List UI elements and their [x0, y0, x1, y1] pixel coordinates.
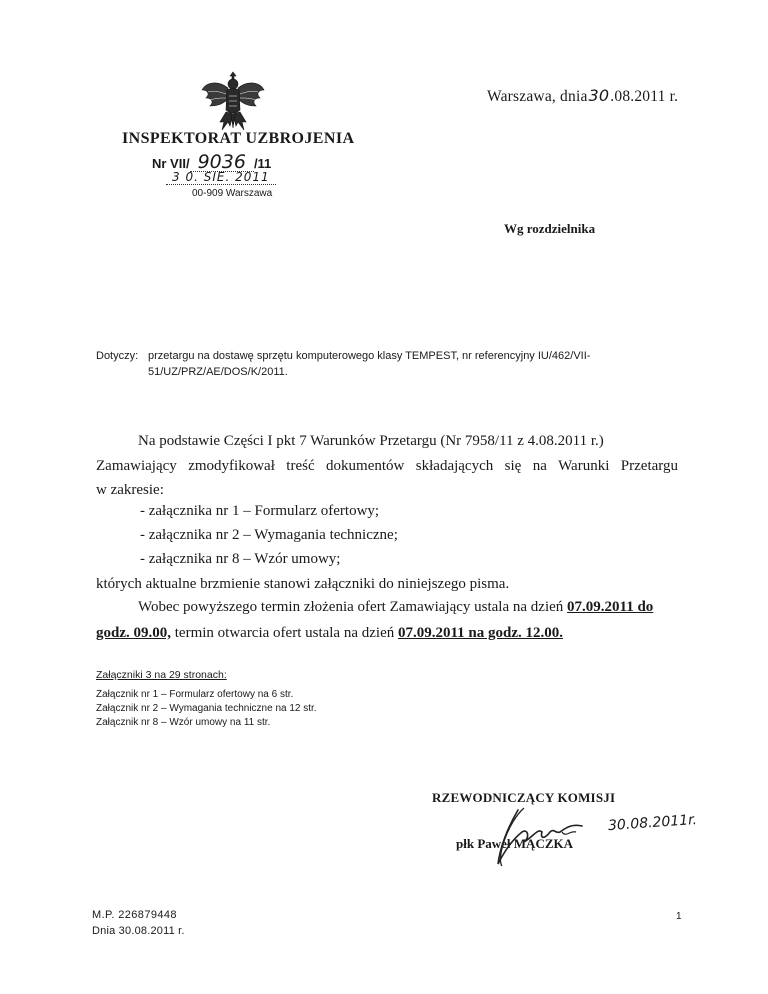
- subject: [96, 348, 682, 380]
- letter-date: [487, 86, 678, 106]
- subject-label: Dotyczy:: [96, 350, 139, 362]
- chairman-title: RZEWODNICZĄCY KOMISJI: [432, 790, 616, 805]
- attachment-item: Załącznik nr 1 – Formularz ofertowy na 6 str.: [96, 689, 294, 700]
- attachment-item: Załącznik nr 2 – Wymagania techniczne na 12 str.: [96, 703, 317, 714]
- body-paragraph-1-line-3: w zakresie:: [96, 482, 164, 498]
- deadline-date: 07.09.2011 do: [567, 599, 654, 615]
- opening-date: 07.09.2011 na godz. 12.00.: [398, 625, 564, 641]
- bullet-item: - załącznika nr 2 – Wymagania techniczne;: [140, 527, 398, 543]
- ref-number-handwritten: 9036: [190, 156, 254, 172]
- attachments-heading: Załączniki 3 na 29 stronach:: [96, 669, 227, 681]
- eagle-emblem-icon: [200, 70, 266, 134]
- bullet-item: - załącznika nr 8 – Wzór umowy;: [140, 551, 341, 567]
- signer-name: płk Paweł MĄCZKA: [456, 836, 573, 851]
- date-prefix: Warszawa, dnia: [487, 88, 588, 105]
- page-number: 1: [676, 911, 682, 922]
- handwritten-signature-icon: [478, 802, 628, 872]
- attachment-item: Załącznik nr 8 – Wzór umowy na 11 str.: [96, 717, 271, 728]
- addressee: Wg rozdzielnika: [504, 221, 596, 236]
- ref-prefix: Nr VII/: [152, 156, 190, 171]
- handwritten-day: 30: [588, 86, 610, 105]
- postcode: 00-909 Warszawa: [192, 188, 273, 199]
- body-paragraph-1-line-2: Zamawiający zmodyfikował treść dokumentów składających się na Warunki Przetargu: [96, 458, 678, 474]
- mp-date: Dnia 30.08.2011 r.: [92, 925, 185, 937]
- bullet-item: - załącznika nr 1 – Formularz ofertowy;: [140, 503, 380, 519]
- handwritten-signature-date: 30.08.2011r.: [607, 811, 698, 835]
- body-paragraph-2: których aktualne brzmienie stanowi załączniki do niniejszego pisma.: [96, 576, 510, 592]
- body-paragraph-1-line-1: Na podstawie Części I pkt 7 Warunków Przetargu (Nr 7958/11 z 4.08.2011 r.): [138, 433, 604, 449]
- mp-number: M.P. 226879448: [92, 909, 177, 921]
- deadline-time: godz. 09.00,: [96, 625, 171, 641]
- subject-line-2: 51/UZ/PRZ/AE/DOS/K/2011.: [148, 366, 288, 378]
- body-paragraph-4: godz. 09.00, termin otwarcia ofert ustala na dzień 07.09.2011 na godz. 12.00.: [96, 625, 564, 641]
- institution-name: INSPEKTORAT UZBROJENIA: [122, 130, 355, 147]
- ref-suffix: /11: [253, 156, 272, 171]
- subject-line-1: Dotyczy: przetargu na dostawę sprzętu komputerowego klasy TEMPEST, nr referencyjny IU/462/VII-: [96, 350, 591, 362]
- body-paragraph-3: Wobec powyższego termin złożenia ofert Zamawiający ustala na dzień 07.09.2011 do: [138, 599, 654, 615]
- stamp-date: 3 0. SIE. 2011: [166, 170, 276, 185]
- date-suffix: .08.2011 r.: [610, 88, 679, 105]
